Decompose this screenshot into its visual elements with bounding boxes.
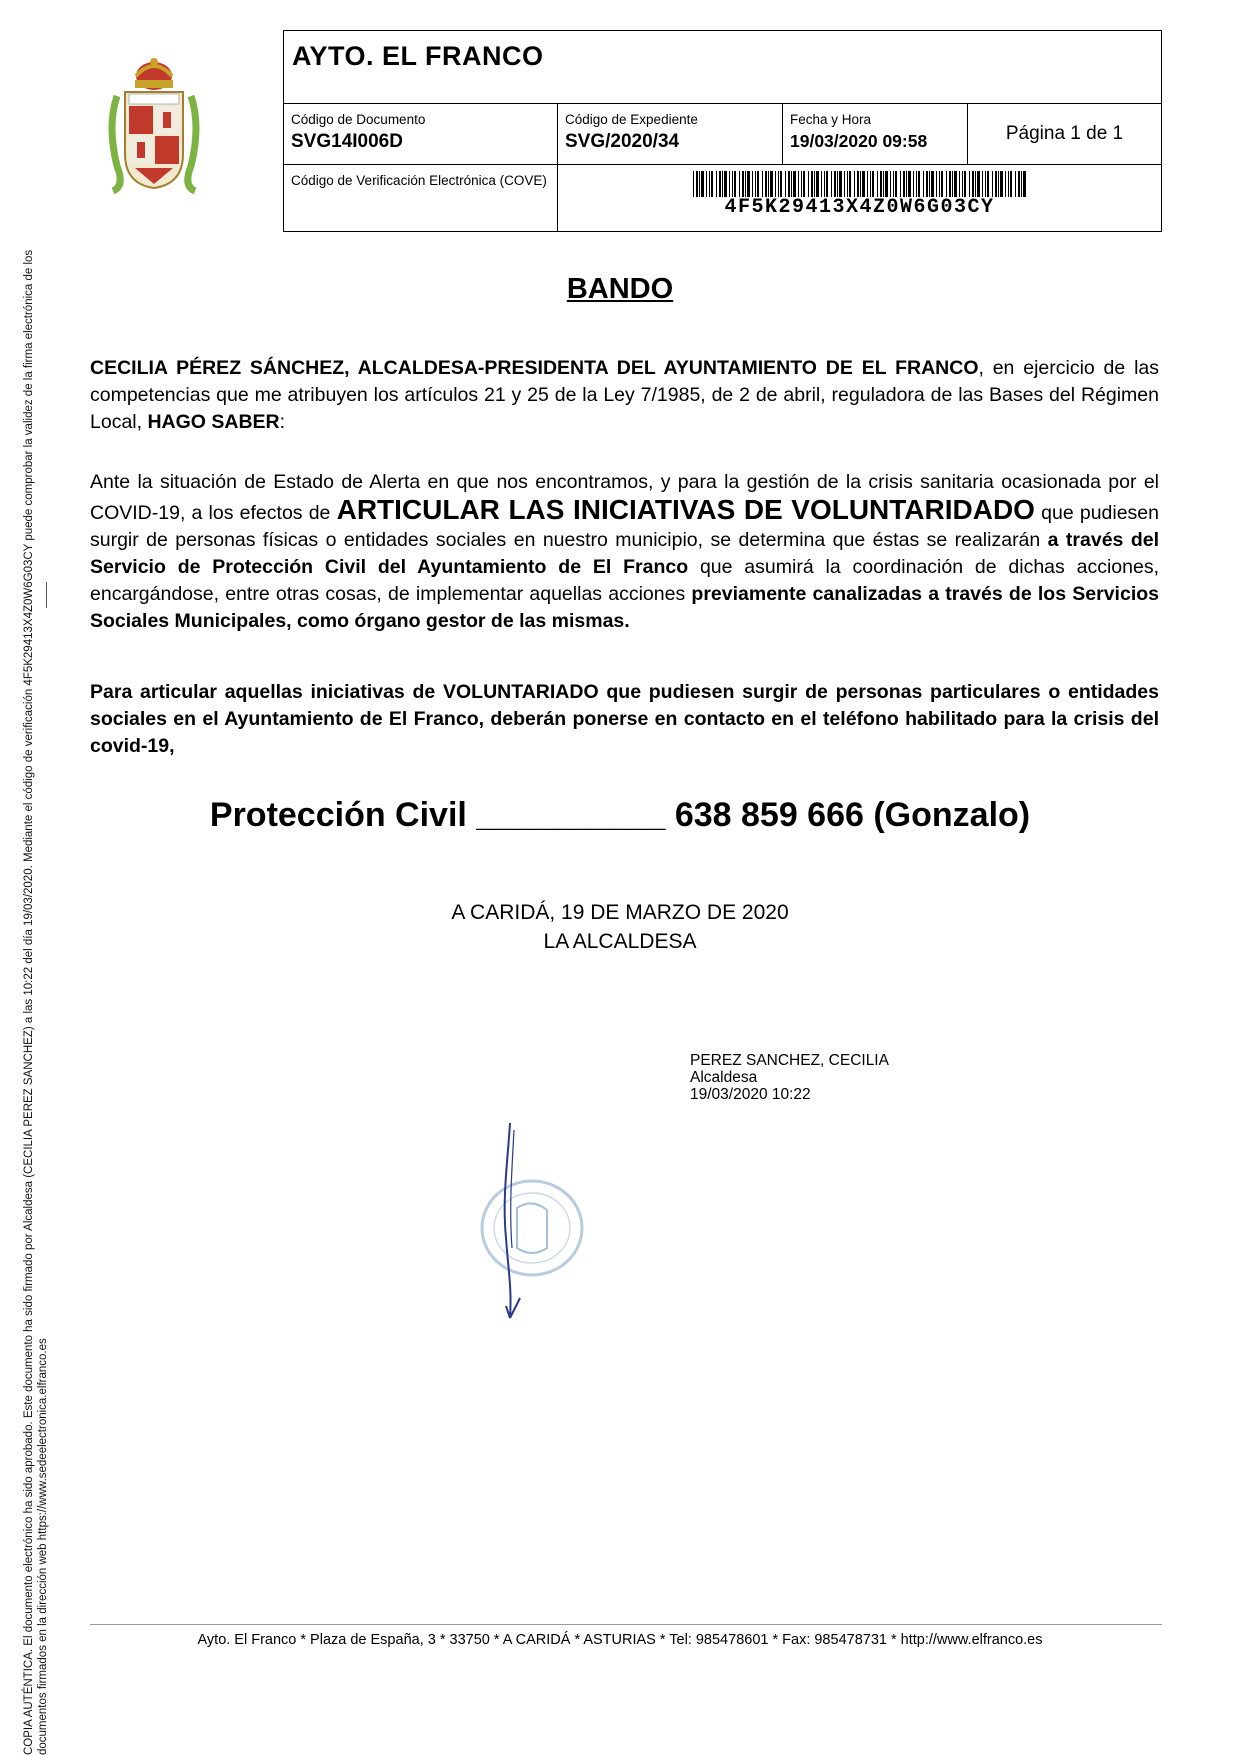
signature-info <box>690 1052 889 1103</box>
signature-and-seal-image <box>462 1118 612 1338</box>
datetime-label: Fecha y Hora <box>790 112 872 127</box>
contact-phone-line: Protección Civil __________ 638 859 666 (Gonzalo) <box>209 796 1031 834</box>
file-code-value: SVG/2020/34 <box>565 131 680 152</box>
side-note-line-2: documentos firmados en la dirección web https://www.sedeelectronica.elfranco.es <box>37 1338 49 1755</box>
place-date: A CARIDÁ, 19 DE MARZO DE 2020 <box>451 901 789 924</box>
main-bold-2: previamente canalizadas a través de los Servicios Sociales Municipales, como órgano gestor de las mismas. <box>90 583 1159 632</box>
footer-address: Ayto. El Franco * Plaza de España, 3 * 33750 * A CARIDÁ * ASTURIAS * Tel: 985478601 * Fax: 985478731 * http://www.elfranco.es <box>197 1632 1043 1648</box>
document-header-table <box>283 30 1162 232</box>
signer-role: Alcaldesa <box>690 1069 758 1086</box>
margin-mark <box>46 582 47 608</box>
side-note-line-1: COPIA AUTÉNTICA. El documento electrónico ha sido aprobado. Este documento ha sido firmado por Alcaldesa (CECILIA PEREZ SANCHEZ) a las 10:22 del día 19/03/2020. Mediante el código de verificación 4F5K29413X4Z0W6G03CY puede comprobar la validez de la firma electrónica de los <box>23 249 35 1755</box>
doc-code-value: SVG14I006D <box>291 131 403 152</box>
cove-label-cell <box>284 165 558 232</box>
cove-label: Código de Verificación Electrónica (COVE) <box>291 173 547 188</box>
hago-saber: HAGO SABER <box>147 411 280 433</box>
paragraph-contact-info <box>90 679 1159 760</box>
paragraph-intro <box>90 355 1159 436</box>
signature-datetime: 19/03/2020 10:22 <box>690 1086 811 1103</box>
main-text-a: Ante la situación de Estado de Alerta en que nos encontramos, y para la gestión de la crisis sanitaria ocasionada por el COVID-19, a los efectos de <box>90 471 1159 524</box>
datetime-value: 19/03/2020 09:58 <box>790 131 928 151</box>
organization-title: AYTO. EL FRANCO <box>284 31 1162 104</box>
document-heading: BANDO <box>566 273 674 305</box>
signer-name: PEREZ SANCHEZ, CECILIA <box>690 1052 889 1069</box>
page-info: Página 1 de 1 <box>968 104 1162 165</box>
intro-end: : <box>279 411 286 433</box>
place-date-block <box>0 898 1240 956</box>
cove-code: 4F5K29413X4Z0W6G03CY <box>724 196 995 219</box>
paragraph-main <box>90 469 1159 635</box>
file-code-cell <box>558 104 783 165</box>
intro-text: , en ejercicio de las competencias que me atribuyen los artículos 21 y 25 de la Ley 7/1985, de 2 de abril, reguladora de las Bases del Régimen Local, <box>90 357 1159 433</box>
doc-code-label: Código de Documento <box>291 112 426 127</box>
cove-code-cell <box>558 165 1162 232</box>
barcode <box>693 171 1027 197</box>
signatory-role: LA ALCALDESA <box>543 930 697 953</box>
mayor-title: CECILIA PÉREZ SÁNCHEZ, ALCALDESA-PRESIDENTA DEL AYUNTAMIENTO DE EL FRANCO <box>90 357 979 379</box>
main-text-c: que asumirá la coordinación de dichas acciones, encargándose, entre otras cosas, de implementar aquellas acciones <box>90 556 1159 605</box>
main-text-b: que pudiesen surgir de personas físicas o entidades sociales en nuestro municipio, se determina que éstas se realizarán <box>90 502 1159 551</box>
coat-of-arms-logo <box>105 36 203 196</box>
main-highlight: ARTICULAR LAS INICIATIVAS DE VOLUNTARIDADO <box>336 494 1035 525</box>
contact-info-text: Para articular aquellas iniciativas de VOLUNTARIADO que pudiesen surgir de personas particulares o entidades sociales en el Ayuntamiento de El Franco, deberán ponerse en contacto en el teléfono habilitado para la crisis del covid-19, <box>90 681 1159 757</box>
footer-divider <box>90 1624 1162 1625</box>
main-bold-1: a través del Servicio de Protección Civil del Ayuntamiento de El Franco <box>90 529 1159 578</box>
datetime-cell <box>783 104 968 165</box>
file-code-label: Código de Expediente <box>565 112 698 127</box>
doc-code-cell <box>284 104 558 165</box>
